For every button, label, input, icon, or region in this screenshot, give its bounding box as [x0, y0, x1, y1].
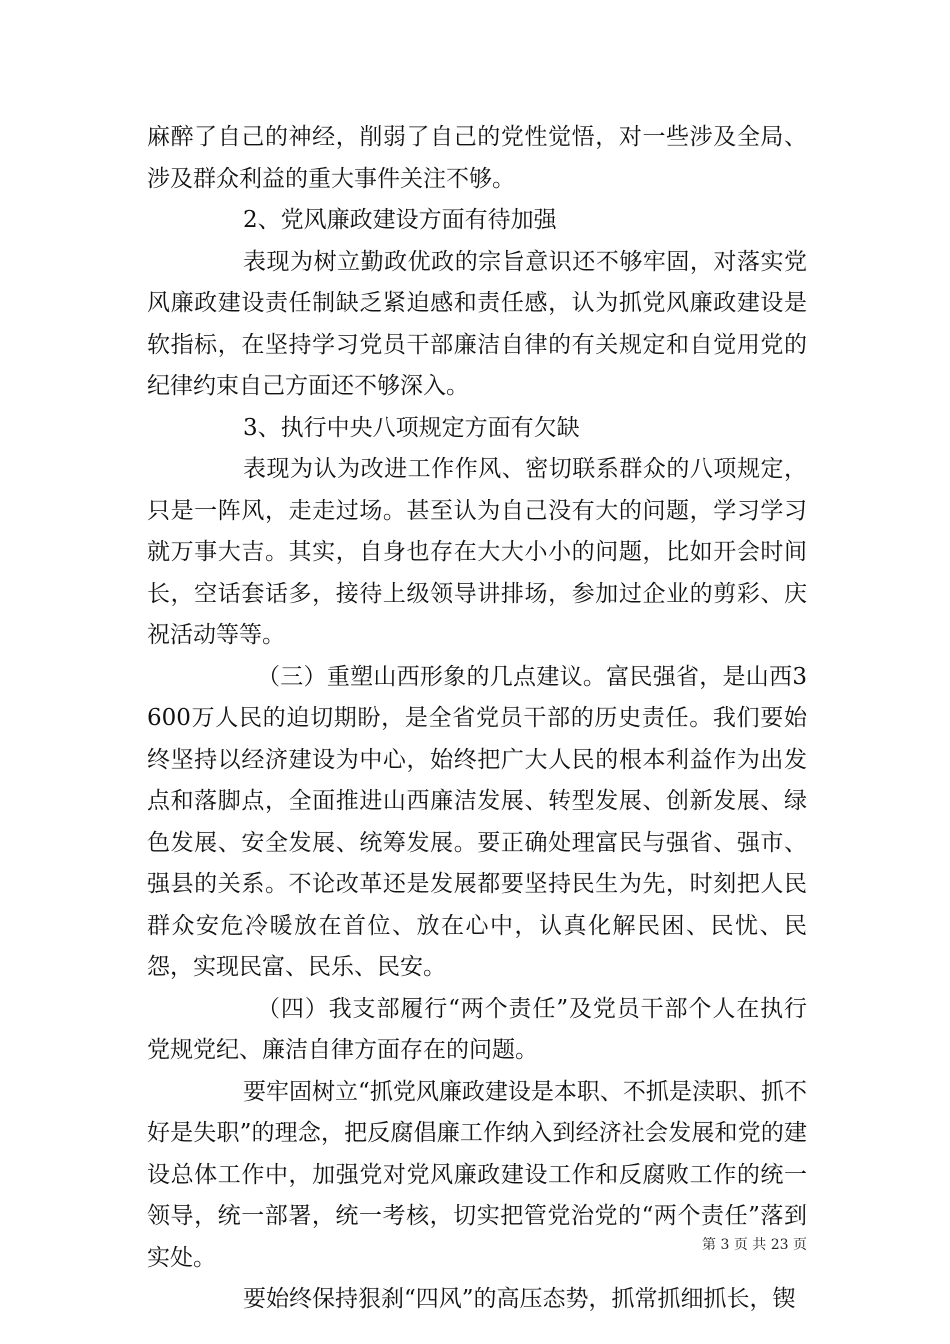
paragraph-continuation: 麻醉了自己的神经，削弱了自己的党性觉悟，对一些涉及全局、涉及群众利益的重大事件关注不够。 — [147, 124, 807, 192]
paragraph-eight-rules: 表现为认为改进工作作风、密切联系群众的八项规定，只是一阵风，走走过场。甚至认为自己没有大的问题，学习学习就万事大吉。其实，自身也存在大大小小的问题，比如开会时间长，空话套话多，接待上级领导讲排场，参加过企业的剪彩、庆祝活动等等。 — [147, 456, 807, 648]
paragraph-four-winds: 要始终保持狠刹“四风”的高压态势，抓常抓细抓长，锲 — [243, 1286, 796, 1312]
section-heading-party-conduct: 2、党风廉政建设方面有待加强 — [243, 207, 557, 233]
document-body — [147, 117, 807, 1321]
page-number-footer: 第 3 页 共 23 页 — [702, 1237, 807, 1253]
section-heading-eight-rules: 3、执行中央八项规定方面有欠缺 — [243, 414, 580, 441]
paragraph-two-responsibilities-heading: （四）我支部履行“两个责任”及党员干部个人在执行党规党纪、廉洁自律方面存在的问题。 — [147, 995, 807, 1063]
paragraph-anti-corruption: 要牢固树立“抓党风廉政建设是本职、不抓是渎职、抓不好是失职”的理念，把反腐倡廉工作纳入到经济社会发展和党的建设总体工作中，加强党对党风廉政建设工作和反腐败工作的统一领导，统一部署，统一考核，切实把管党治党的“两个责任”落到实处。 — [147, 1078, 807, 1271]
paragraph-shanxi-image: （三）重塑山西形象的几点建议。富民强省，是山西3600万人民的迫切期盼，是全省党员干部的历史责任。我们要始终坚持以经济建设为中心，始终把广大人民的根本利益作为出发点和落脚点，全面推进山西廉洁发展、转型发展、创新发展、绿色发展、安全发展、统筹发展。要正确处理富民与强省、强市、强县的关系。不论改革还是发展都要坚持民生为先，时刻把人民群众安危冷暖放在首位、放在心中，认真化解民困、民忧、民怨，实现民富、民乐、民安。 — [147, 663, 807, 980]
paragraph-party-conduct: 表现为树立勤政优政的宗旨意识还不够牢固，对落实党风廉政建设责任制缺乏紧迫感和责任感，认为抓党风廉政建设是软指标，在坚持学习党员干部廉洁自律的有关规定和自觉用党的纪律约束自己方面还不够深入。 — [147, 248, 807, 399]
